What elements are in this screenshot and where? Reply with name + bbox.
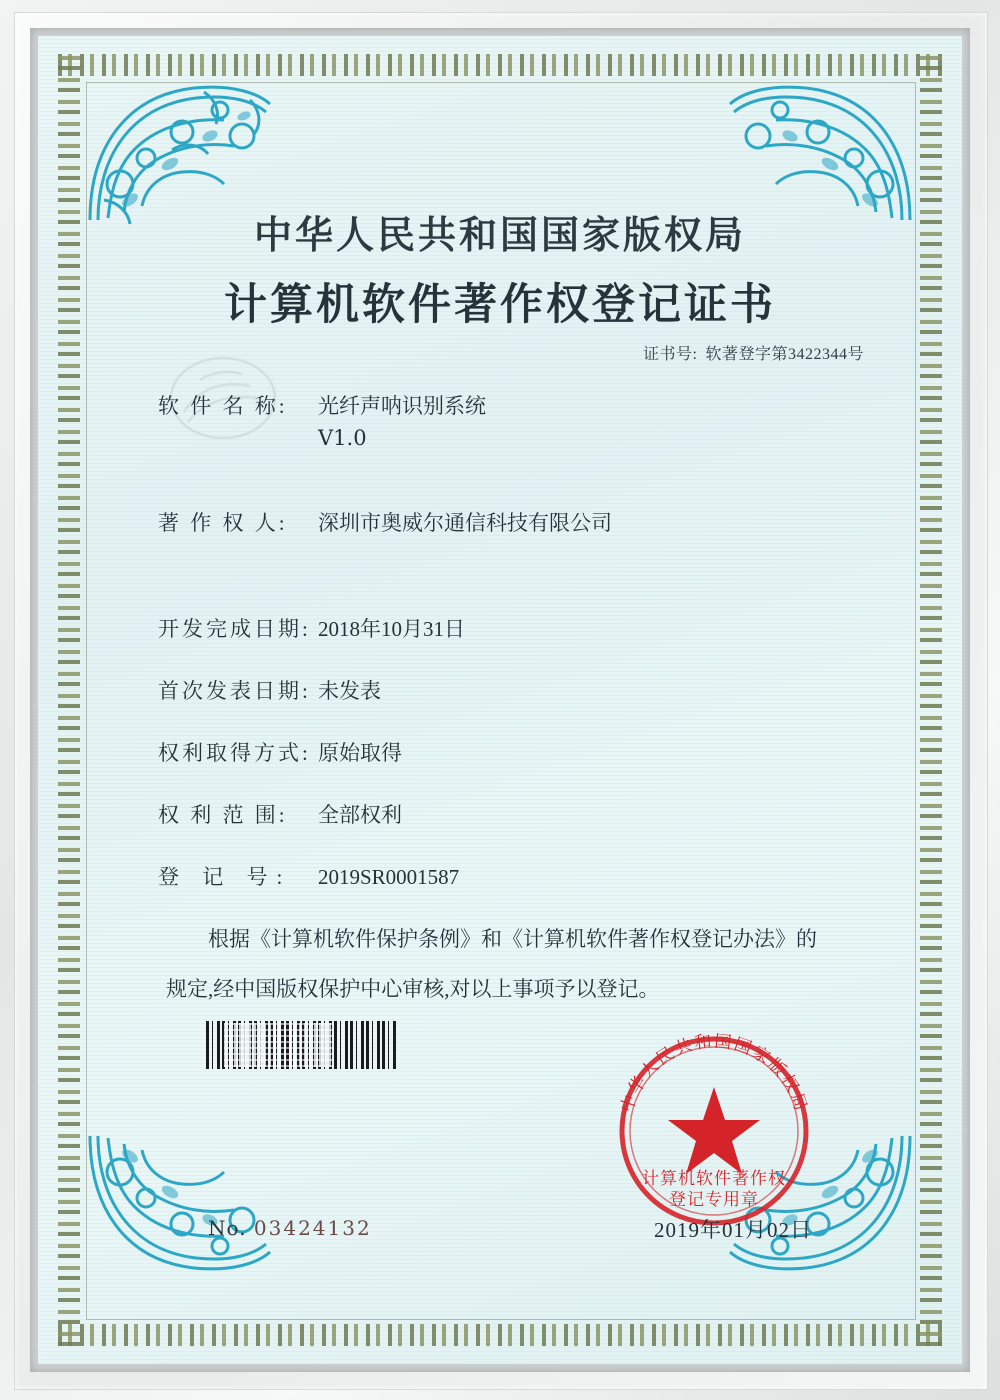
field-software-name-value <box>318 391 486 454</box>
field-first-publication-date-value: 未发表 <box>318 679 381 703</box>
serial-number <box>208 1216 372 1240</box>
certificate-number <box>643 341 864 364</box>
certificate-content <box>38 36 962 1364</box>
statement-line-1: 根据《计算机软件保护条例》和《计算机软件著作权登记办法》的 <box>208 927 817 951</box>
field-development-date <box>158 614 918 646</box>
official-red-stamp <box>604 1021 824 1241</box>
field-software-version: V1.0 <box>318 425 367 450</box>
field-rights-acquisition-value: 原始取得 <box>318 741 402 765</box>
field-first-publication-date <box>158 676 918 708</box>
field-development-date-value: 2018年10月31日 <box>318 617 465 641</box>
certificate-number-label: 证书号: <box>643 346 698 363</box>
barcode <box>206 1021 396 1069</box>
statement-line-2: 规定,经中国版权保护中心审核,对以上事项予以登记。 <box>166 977 660 1001</box>
field-rights-scope-value: 全部权利 <box>318 803 402 827</box>
certificate-number-value: 软著登字第3422344号 <box>705 346 864 363</box>
field-first-publication-date-label: 首次发表日期: <box>158 679 311 703</box>
serial-number-label: No. <box>208 1216 247 1240</box>
certificate-title: 计算机软件著作权登记证书 <box>224 280 776 330</box>
field-rights-scope <box>158 800 918 832</box>
barcode-noise-overlay <box>224 1023 334 1067</box>
svg-text:计算机软件著作权: 计算机软件著作权 <box>642 1169 786 1189</box>
field-software-name-value-text: 光纤声呐识别系统 <box>318 394 486 418</box>
field-copyright-owner-value: 深圳市奥威尔通信科技有限公司 <box>318 511 612 535</box>
svg-text:中华人民共和国国家版权局: 中华人民共和国国家版权局 <box>617 1031 811 1115</box>
field-copyright-owner-label: 著 作 权 人: <box>158 511 288 535</box>
issue-date: 2019年01月02日 <box>654 1218 812 1242</box>
serial-number-value: 03424132 <box>253 1216 372 1240</box>
field-registration-number <box>158 862 918 894</box>
field-registration-number-value: 2019SR0001587 <box>318 865 460 889</box>
field-rights-scope-label: 权 利 范 围: <box>158 803 288 827</box>
svg-text:登记专用章: 登记专用章 <box>669 1190 759 1210</box>
field-rights-acquisition-label: 权利取得方式: <box>158 741 311 765</box>
field-rights-acquisition <box>158 738 918 770</box>
field-development-date-label: 开发完成日期: <box>158 617 311 641</box>
field-software-name <box>158 391 918 454</box>
certificate-paper <box>38 36 962 1364</box>
field-registration-number-label: 登 记 号: <box>158 865 292 889</box>
field-copyright-owner <box>158 508 918 540</box>
issuer-title: 中华人民共和国国家版权局 <box>253 212 746 257</box>
field-software-name-label: 软 件 名 称: <box>158 394 288 418</box>
